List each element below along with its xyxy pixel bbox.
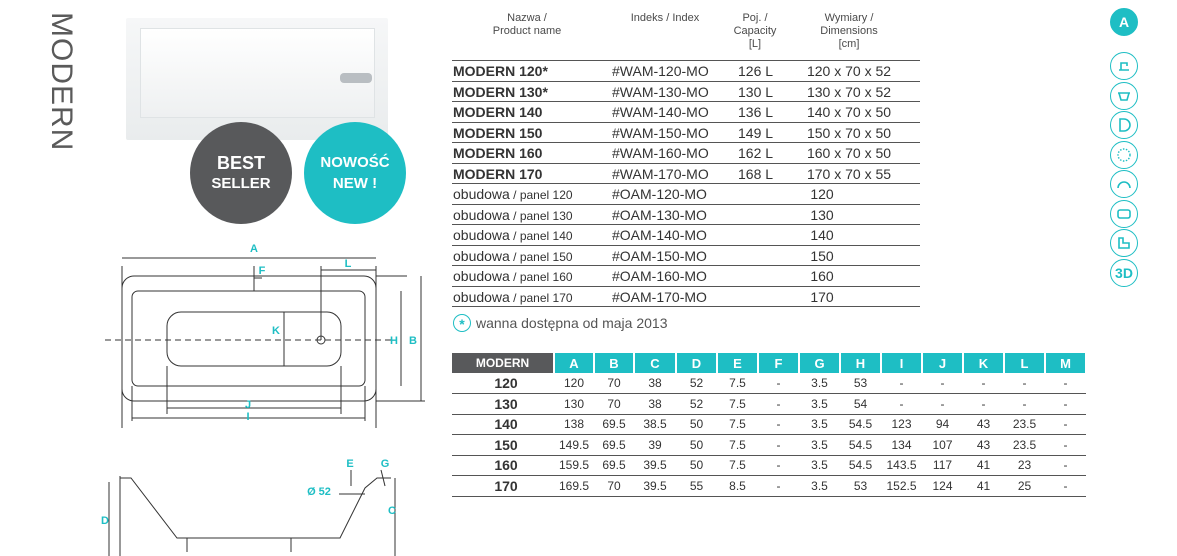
dim-cell: 25	[1004, 476, 1045, 497]
dim-cell: -	[963, 373, 1004, 394]
panel-name: obudowa	[453, 247, 510, 264]
bath-index: #WAM-120-MO	[612, 63, 709, 79]
dim-header-k: K	[963, 353, 1004, 373]
overflow-fitting	[340, 73, 372, 83]
panel-sub: / panel 140	[509, 229, 573, 243]
bath-name: MODERN 160	[453, 145, 543, 161]
dim-cell: 3.5	[799, 435, 840, 456]
dim-header-d: D	[676, 353, 717, 373]
dim-cell: 70	[594, 476, 634, 497]
dim-cell: 134	[881, 435, 922, 456]
label-j: J	[244, 399, 252, 411]
dim-cell: 7.5	[717, 455, 758, 476]
header-dim-pl: Wymiary /	[824, 12, 874, 24]
dim-cell: 123	[881, 414, 922, 435]
dim-cell: -	[1045, 476, 1086, 497]
dim-cell: 7.5	[717, 394, 758, 415]
panel-dimensions: 170	[810, 288, 834, 305]
dim-cell: 124	[922, 476, 963, 497]
dim-cell: 159.5	[554, 455, 594, 476]
dim-cell: 54.5	[840, 455, 881, 476]
dim-model: 150	[452, 435, 554, 456]
dim-cell: -	[758, 394, 799, 415]
dim-cell: 23.5	[1004, 435, 1045, 456]
dim-header-l: L	[1004, 353, 1045, 373]
dim-cell: -	[881, 373, 922, 394]
label-i: I	[246, 411, 250, 423]
dim-cell: -	[1004, 394, 1045, 415]
dim-cell: 43	[963, 435, 1004, 456]
dim-cell: 23.5	[1004, 414, 1045, 435]
dim-cell: -	[1045, 373, 1086, 394]
dim-cell: 38	[634, 394, 676, 415]
dim-header-e: E	[717, 353, 758, 373]
dim-model: 140	[452, 414, 554, 435]
panel-index: #OAM-160-MO	[612, 268, 707, 284]
panel-sub: / panel 120	[509, 188, 573, 202]
label-b: B	[409, 335, 417, 347]
dim-cell: -	[758, 455, 799, 476]
panel-index: #OAM-140-MO	[612, 227, 707, 243]
panel-name: obudowa	[453, 268, 510, 284]
dim-header-h: H	[840, 353, 881, 373]
label-g: G	[380, 458, 390, 470]
panel-sub: / panel 160	[509, 270, 573, 284]
bath-dimensions: 140 x 70 x 50	[806, 104, 892, 120]
dim-cell: 52	[676, 394, 717, 415]
dim-cell: -	[1045, 414, 1086, 435]
faucet-mount-icon	[1110, 52, 1138, 80]
dim-cell: 52	[676, 373, 717, 394]
dim-cell: -	[758, 414, 799, 435]
round-edge-icon	[1110, 170, 1138, 198]
new-badge	[304, 122, 406, 224]
availability-note	[453, 314, 667, 332]
dim-cell: 39.5	[634, 476, 676, 497]
product-table	[452, 12, 920, 307]
dim-cell: 149.5	[554, 435, 594, 456]
dim-cell: -	[1045, 435, 1086, 456]
dim-cell: 3.5	[799, 455, 840, 476]
dim-header-m: M	[1045, 353, 1086, 373]
bath-dimensions: 120 x 70 x 52	[806, 63, 892, 79]
bath-side-icon	[1110, 82, 1138, 110]
dim-model: 130	[452, 394, 554, 415]
dim-cell: -	[758, 476, 799, 497]
dim-header-c: C	[634, 353, 676, 373]
product-table-header	[452, 12, 920, 60]
dim-cell: 152.5	[881, 476, 922, 497]
dim-cell: 69.5	[594, 435, 634, 456]
dim-cell: -	[963, 394, 1004, 415]
bath-capacity: 126 L	[738, 63, 774, 79]
dim-cell: 70	[594, 394, 634, 415]
panel-index: #OAM-150-MO	[612, 247, 707, 264]
bath-row	[452, 163, 920, 184]
dim-cell: 41	[963, 455, 1004, 476]
panel-index: #OAM-130-MO	[612, 206, 707, 223]
bath-capacity: 162 L	[738, 145, 774, 161]
dim-cell: 53	[840, 373, 881, 394]
dim-cell: 120	[554, 373, 594, 394]
panel-row	[452, 245, 920, 266]
dim-model: 160	[452, 455, 554, 476]
header-dim-unit: [cm]	[838, 38, 860, 50]
dim-cell: 41	[963, 476, 1004, 497]
panel-name: obudowa	[453, 206, 510, 223]
header-dim-en: Dimensions	[820, 25, 878, 37]
bath-row	[452, 122, 920, 143]
panel-name: obudowa	[453, 186, 510, 202]
dim-cell: -	[1004, 373, 1045, 394]
bath-row	[452, 81, 920, 102]
best-seller-badge	[190, 122, 292, 224]
label-e: E	[346, 458, 354, 470]
dim-cell: 54	[840, 394, 881, 415]
panel-dimensions: 150	[810, 247, 834, 264]
a-class-icon: A	[1110, 8, 1138, 36]
panel-row	[452, 224, 920, 245]
product-title: MODERN	[45, 12, 78, 152]
panel-dimensions: 160	[810, 268, 834, 284]
badge-best-line1: BEST	[216, 153, 265, 173]
bath-capacity: 136 L	[738, 104, 774, 120]
dim-cell: 23	[1004, 455, 1045, 476]
dim-cell: 3.5	[799, 414, 840, 435]
badge-new-line1: NOWOŚĆ	[320, 154, 390, 171]
panel-dimensions: 120	[810, 186, 834, 202]
panel-name: obudowa	[453, 227, 510, 243]
dim-header-f: F	[758, 353, 799, 373]
dim-row	[452, 476, 1086, 497]
label-a: A	[250, 243, 258, 255]
dim-cell: 50	[676, 455, 717, 476]
dim-cell: 138	[554, 414, 594, 435]
dim-cell: 39	[634, 435, 676, 456]
bath-name: MODERN 150	[453, 124, 543, 141]
dim-header-g: G	[799, 353, 840, 373]
label-diameter: Ø 52	[307, 486, 331, 498]
bath-top-icon	[1110, 111, 1138, 139]
dim-cell: -	[1045, 455, 1086, 476]
bath-name: MODERN 170	[453, 165, 543, 182]
panel-row	[452, 286, 920, 307]
technical-drawing	[95, 236, 435, 556]
panel-icon	[1110, 200, 1138, 228]
corner-icon	[1110, 229, 1138, 257]
dim-cell: 7.5	[717, 373, 758, 394]
dim-cell: -	[922, 394, 963, 415]
header-name-en: Product name	[492, 25, 562, 37]
dim-row	[452, 455, 1086, 476]
panel-dimensions: 130	[810, 206, 834, 223]
dim-cell: 7.5	[717, 414, 758, 435]
dim-row	[452, 394, 1086, 415]
panel-row	[452, 204, 920, 225]
bath-capacity: 149 L	[738, 124, 774, 141]
dim-cell: 130	[554, 394, 594, 415]
bathtub-basin	[140, 28, 375, 118]
bath-dimensions: 160 x 70 x 50	[806, 145, 892, 161]
dim-cell: 50	[676, 435, 717, 456]
panel-row	[452, 183, 920, 204]
header-cap-en: Capacity	[733, 25, 777, 37]
dim-cell: 7.5	[717, 435, 758, 456]
3d-icon: 3D	[1110, 259, 1138, 287]
bath-name: MODERN 120*	[453, 63, 548, 79]
bath-index: #WAM-140-MO	[612, 104, 709, 120]
anti-slip-icon	[1110, 141, 1138, 169]
bath-dimensions: 170 x 70 x 55	[806, 165, 892, 182]
label-f: F	[258, 265, 266, 277]
note-text: wanna dostępna od maja 2013	[476, 315, 668, 331]
dim-cell: -	[922, 373, 963, 394]
dim-cell: 39.5	[634, 455, 676, 476]
dim-cell: 143.5	[881, 455, 922, 476]
bath-row	[452, 142, 920, 163]
bath-row	[452, 60, 920, 81]
dim-header-i: I	[881, 353, 922, 373]
panel-sub: / panel 170	[509, 290, 573, 305]
bath-dimensions: 150 x 70 x 50	[806, 124, 892, 141]
dim-cell: 55	[676, 476, 717, 497]
badge-best-line2: SELLER	[211, 175, 271, 192]
dim-cell: -	[881, 394, 922, 415]
bath-row	[452, 101, 920, 122]
dim-cell: 70	[594, 373, 634, 394]
dim-cell: 117	[922, 455, 963, 476]
badge-new-line2: NEW !	[332, 175, 378, 192]
dim-cell: 3.5	[799, 476, 840, 497]
bath-capacity: 168 L	[738, 165, 774, 182]
bath-index: #WAM-150-MO	[612, 124, 709, 141]
header-cap-unit: [L]	[748, 38, 762, 50]
dim-header-j: J	[922, 353, 963, 373]
dim-cell: 8.5	[717, 476, 758, 497]
dim-cell: 3.5	[799, 394, 840, 415]
dim-row	[452, 414, 1086, 435]
panel-sub: / panel 150	[509, 249, 573, 264]
dim-cell: 107	[922, 435, 963, 456]
panel-row	[452, 265, 920, 286]
header-cap-pl: Poj. /	[742, 12, 768, 24]
dim-cell: 53	[840, 476, 881, 497]
bath-name: MODERN 140	[453, 104, 543, 120]
dim-row	[452, 435, 1086, 456]
dim-header-b: B	[594, 353, 634, 373]
label-d: D	[101, 515, 109, 527]
dim-cell: -	[1045, 394, 1086, 415]
dim-cell: 38	[634, 373, 676, 394]
panel-index: #OAM-120-MO	[612, 186, 707, 202]
label-l: L	[344, 258, 352, 270]
dim-cell: 38.5	[634, 414, 676, 435]
panel-sub: / panel 130	[509, 208, 573, 223]
header-index: Indeks / Index	[630, 12, 700, 24]
dim-model: 170	[452, 476, 554, 497]
dimension-table	[452, 353, 1087, 497]
bath-index: #WAM-130-MO	[612, 83, 709, 100]
bath-dimensions: 130 x 70 x 52	[806, 83, 892, 100]
dim-model: 120	[452, 373, 554, 394]
dim-header-model: MODERN	[452, 353, 554, 373]
dim-cell: 54.5	[840, 414, 881, 435]
dim-cell: 43	[963, 414, 1004, 435]
bath-name: MODERN 130*	[453, 83, 548, 100]
dim-row	[452, 373, 1086, 394]
header-name-pl: Nazwa /	[507, 12, 547, 24]
dim-cell: -	[758, 373, 799, 394]
dim-cell: -	[758, 435, 799, 456]
panel-dimensions: 140	[810, 227, 834, 243]
feature-icons	[1108, 8, 1140, 288]
dim-cell: 169.5	[554, 476, 594, 497]
label-k: K	[272, 325, 280, 337]
dim-cell: 3.5	[799, 373, 840, 394]
bath-capacity: 130 L	[738, 83, 774, 100]
panel-name: obudowa	[453, 288, 510, 305]
label-c: C	[388, 505, 396, 517]
bath-index: #WAM-170-MO	[612, 165, 709, 182]
dim-cell: 94	[922, 414, 963, 435]
dim-cell: 69.5	[594, 414, 634, 435]
bath-index: #WAM-160-MO	[612, 145, 709, 161]
label-h: H	[390, 335, 398, 347]
asterisk-icon: *	[453, 314, 471, 332]
panel-index: #OAM-170-MO	[612, 288, 707, 305]
dim-cell: 50	[676, 414, 717, 435]
dim-cell: 54.5	[840, 435, 881, 456]
dim-header-a: A	[554, 353, 594, 373]
dim-cell: 69.5	[594, 455, 634, 476]
